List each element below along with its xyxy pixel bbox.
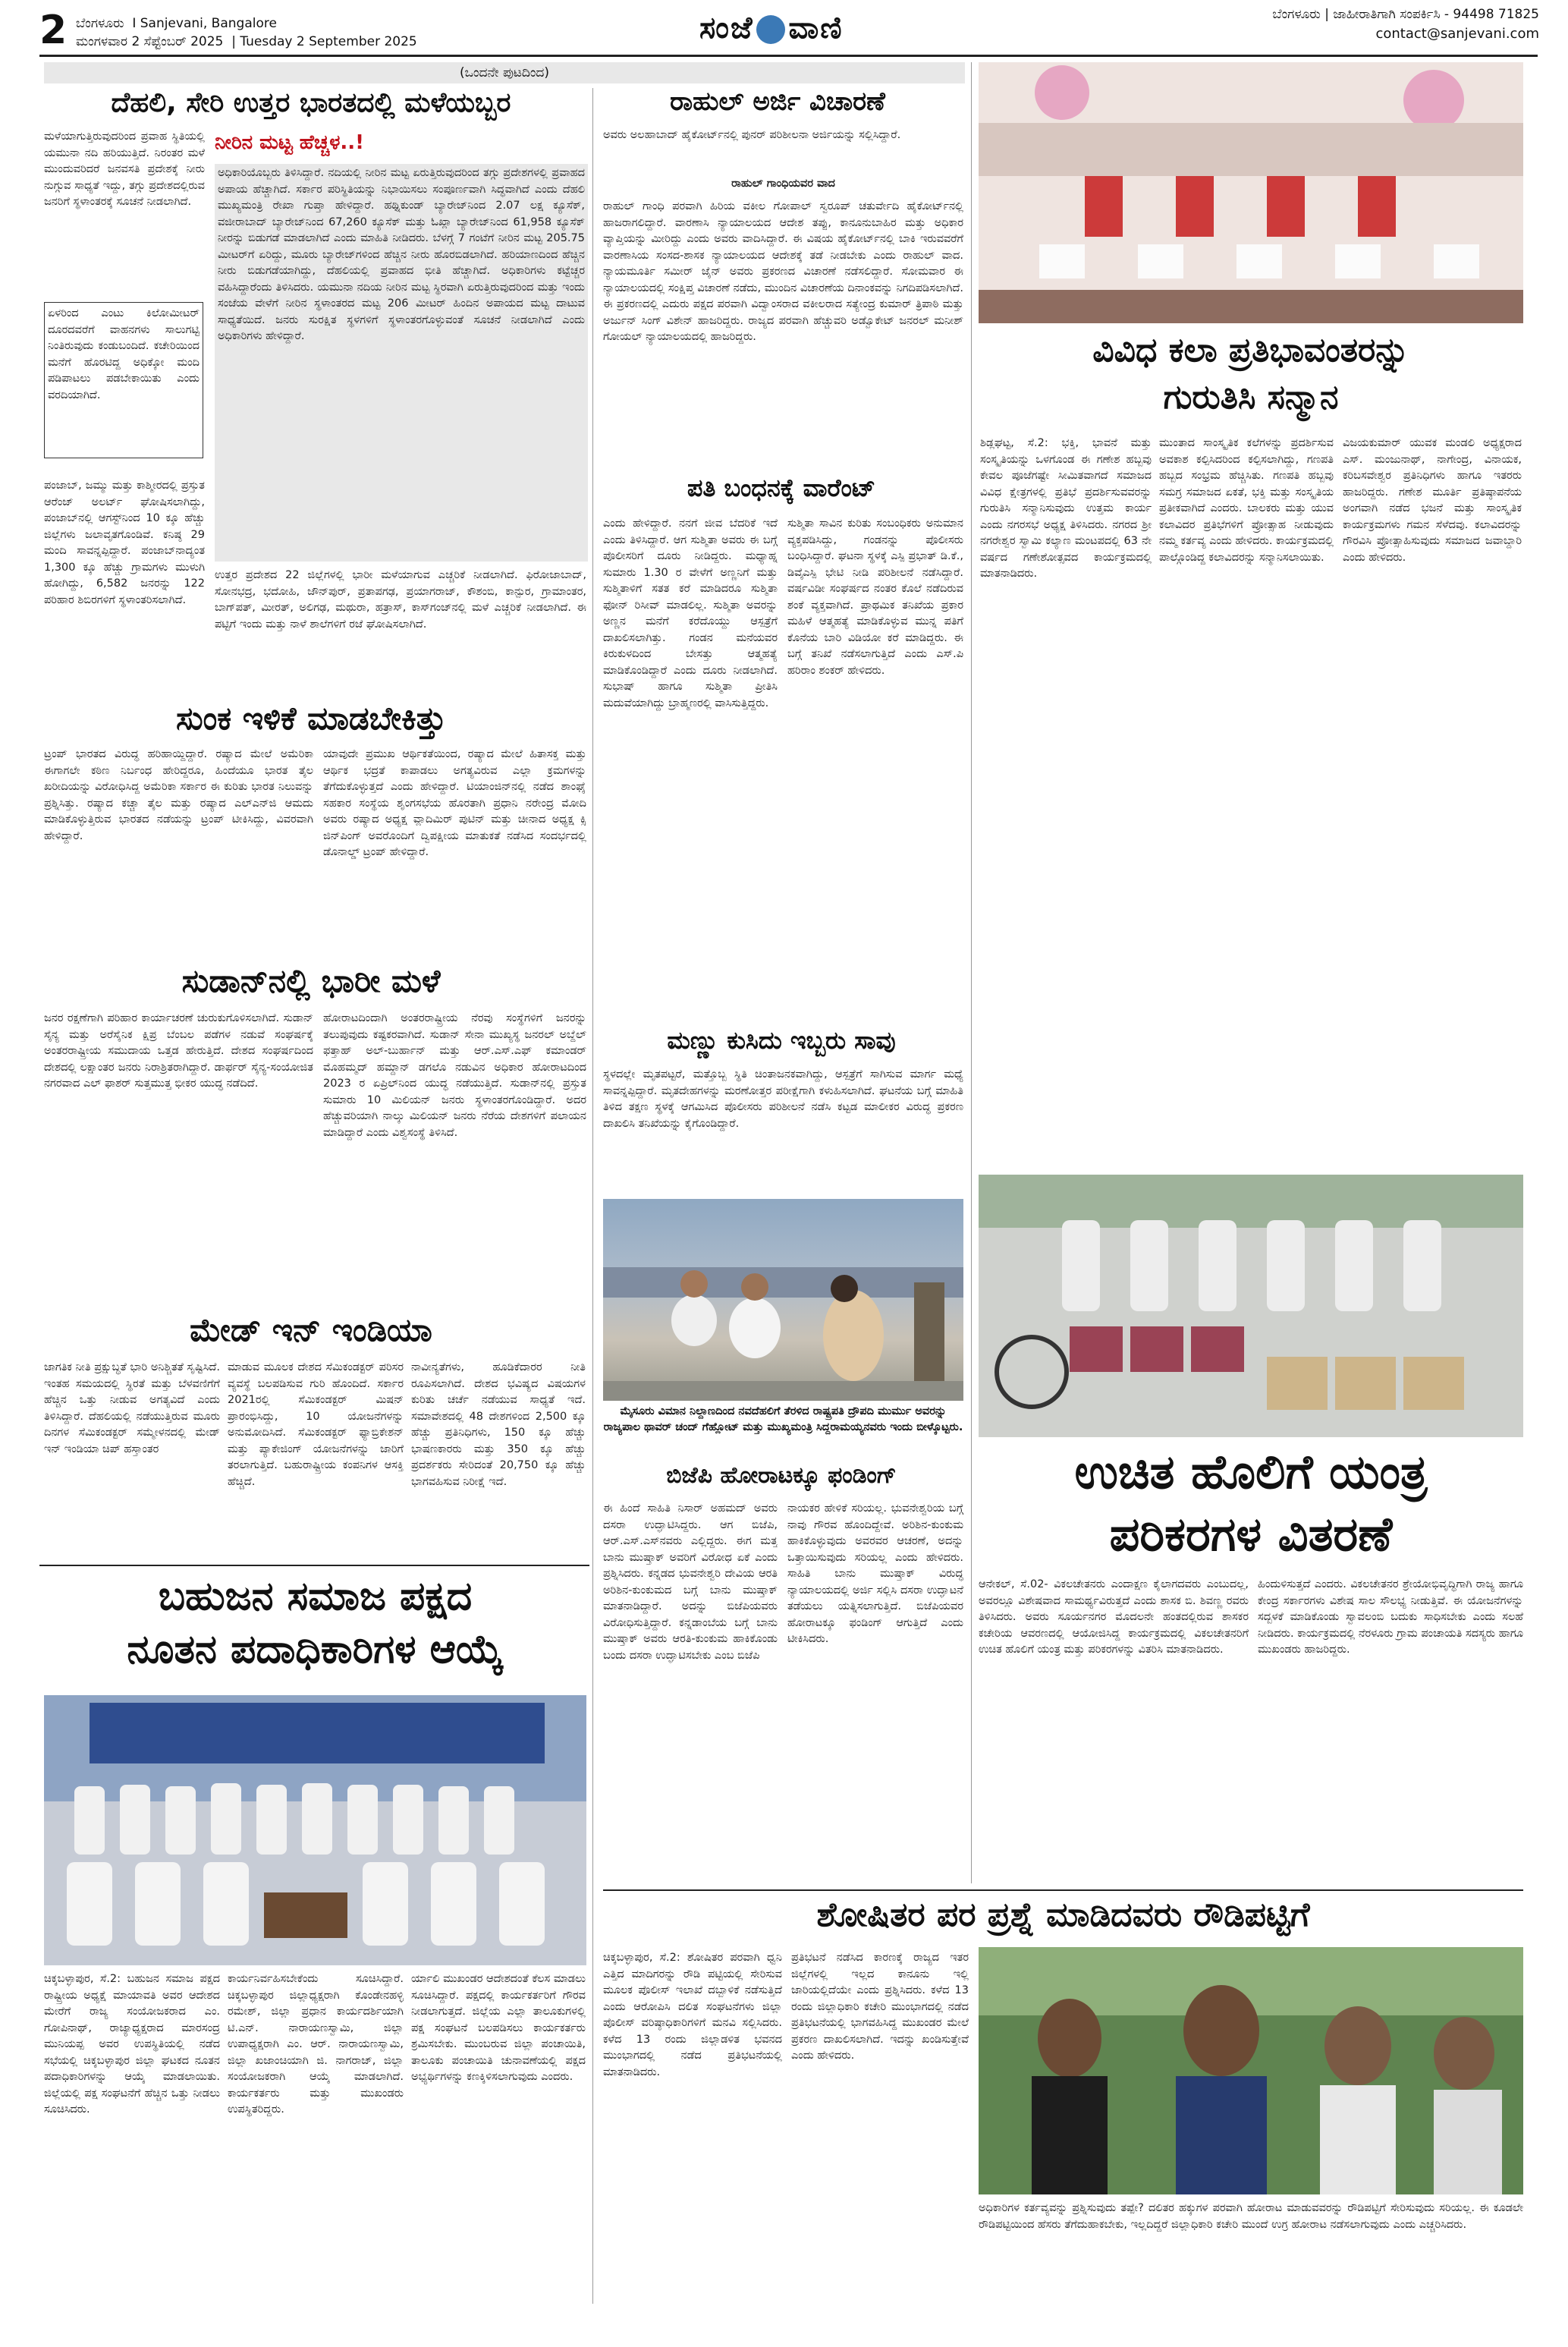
rain-north-col1b: ಪಂಜಾಬ್, ಜಮ್ಮು ಮತ್ತು ಕಾಶ್ಮೀರದಲ್ಲಿ ಪ್ರಸ್ತುತ ಆರೆಂಜ್ ಅಲರ್ಟ್ ಘೋಷಿಸಲಾಗಿದ್ದು, ಪಂಜಾಬ್‌ನಲ್ಲಿ ಆಗಸ್ಟ್‌ನಿಂದ 10 ಕ್ಕೂ ಹೆಚ್ಚು ಜಿಲ್ಲೆಗಳು ಜಲಾವೃತಗೊಂಡಿವೆ. ಕನಿಷ್ಠ 29 ಮಂದಿ ಸಾವನ್ನಪ್ಪಿದ್ದಾರೆ. ಪಂಜಾಬ್‌ನಾದ್ಯಂತ 1,300 ಕ್ಕೂ ಹೆಚ್ಚು ಗ್ರಾಮಗಳು ಮುಳುಗಿ ಹೋಗಿದ್ದು, 6,582 ಜನರನ್ನು 122 ಪರಿಹಾರ ಶಿಬಿರಗಳಿಗೆ ಸ್ಥಳಾಂತರಿಸಲಾಗಿದೆ. — [44, 480, 205, 606]
rain-north-col2: ಅಧಿಕಾರಿಯೊಬ್ಬರು ತಿಳಿಸಿದ್ದಾರೆ. ನದಿಯಲ್ಲಿ ನೀರಿನ ಮಟ್ಟ ಏರುತ್ತಿರುವುದರಿಂದ ತಗ್ಗು ಪ್ರದೇಶಗಳಲ್ಲಿ ಪ್ರವಾಹದ ಅಪಾಯ ಹೆಚ್ಚಾಗಿದೆ. ಸರ್ಕಾರ ಪರಿಸ್ಥಿತಿಯನ್ನು ನಿಭಾಯಿಸಲು ಸಂಪೂರ್ಣವಾಗಿ ಸಿದ್ಧವಾಗಿದೆ ಎಂದು ದೆಹಲಿ ಮುಖ್ಯಮಂತ್ರಿ ರೇಖಾ ಗುಪ್ತಾ ಹೇಳಿದ್ದಾರೆ. ಹಥ್ನಿಕುಂಡ್ ಬ್ಯಾರೇಜ್‌ನಿಂದ 2.07 ಲಕ್ಷ ಕ್ಯೂಸೆಕ್, ವಜೀರಾಬಾದ್ ಬ್ಯಾರೇಜ್‌ನಿಂದ 67,260 ಕ್ಯೂಸೆಕ್ ಮತ್ತು ಓಖ್ಲಾ ಬ್ಯಾರೇಜ್‌ನಿಂದ 61,958 ಕ್ಯೂಸೆಕ್ ನೀರನ್ನು ಬಿಡುಗಡೆ ಮಾಡಲಾಗಿದೆ ಎಂದು ಮಾಹಿತಿ ನೀಡಿದರು. ಬೆಳಗ್ಗೆ 7 ಗಂಟೆಗೆ ನೀರಿನ ಮಟ್ಟ 205.75 ಮೀಟರ್‌ಗೆ ಏರಿದ್ದು, ಮೂರು ಬ್ಯಾರೇಜ್‌ಗಳಿಂದ ಹೆಚ್ಚಿನ ನೀರು ಹೊರಬಿಡಲಾಗಿದೆ. ಹರಿಯಾಣದಿಂದ ಹೆಚ್ಚಿನ ನೀರು ಬಿಡುಗಡೆಯಾಗಿದ್ದು, ದೆಹಲಿಯಲ್ಲಿ ಪ್ರವಾಹದ ಭೀತಿ ಹೆಚ್ಚಾಗಿದೆ. ಅಧಿಕಾರಿಗಳು ಕಟ್ಟೆಚ್ಚರ ವಹಿಸಿದ್ದಾರೆಂದು ತಿಳಿಸಿದರು. ಯಮುನಾ ನದಿಯ ನೀರಿನ ಮಟ್ಟ ಸ್ಥಿರವಾಗಿ ಏರುತ್ತಿರುವುದರಿಂದ ಮತ್ತು ಇಂದು ಸಂಜೆಯ ವೇಳೆಗೆ ನೀರಿನ ಸ್ಥಳಾಂತರದ ಮಟ್ಟ 206 ಮೀಟರ್ ಹಿಂದಿನ ಅಪಾಯದ ಮಟ್ಟ ದಾಟುವ ಸಾಧ್ಯತೆಯಿದೆ. ಜನರು ಸುರಕ್ಷಿತ ಸ್ಥಳಗಳಿಗೆ ಸ್ಥಳಾಂತರಗೊಳ್ಳುವಂತೆ ಸೂಚನೆ ನೀಡಲಾಗಿದೆ ಎಂದು ಅಧಿಕಾರಿಗಳು ಹೇಳಿದ್ದಾರೆ. — [215, 164, 588, 562]
rowdy-protest-illustration — [979, 1947, 1523, 2194]
sudan-col1: ಜನರ ರಕ್ಷಣೆಗಾಗಿ ಪರಿಹಾರ ಕಾರ್ಯಾಚರಣೆ ಚುರುಕುಗೊಳಿಸಲಾಗಿದೆ. ಸುಡಾನ್ ಸೈನ್ಯ ಮತ್ತು ಅರೆಸೈನಿಕ ಕ್ಷಿಪ್ರ ಬೆಂಬಲ ಪಡೆಗಳ ನಡುವೆ ಸಂಘರ್ಷಕ್ಕೆ ಅಂತರರಾಷ್ಟ್ರೀಯ ಸಮುದಾಯ ಒತ್ತಡ ಹೇರುತ್ತಿದೆ. ದೇಶದ ಸಂಘರ್ಷದಿಂದ ದೇಶದಲ್ಲಿ ಲಕ್ಷಾಂತರ ಜನರು ನಿರಾಶ್ರಿತರಾಗಿದ್ದಾರೆ. ಡಾರ್ಫರ್ ಸೈನ್ಯ-ಸಂಯೋಜಿತ ನಗರವಾದ ಎಲ್ ಫಾಶರ್ ಸುತ್ತಮುತ್ತ ಭೀಕರ ಯುದ್ಧ ನಡೆದಿದೆ. — [44, 1012, 313, 1090]
made-in-india-col1: ಜಾಗತಿಕ ನೀತಿ ಪ್ರಕ್ಷುಬ್ಧತೆ ಭಾರಿ ಅನಿಶ್ಚಿತತೆ ಸೃಷ್ಟಿಸಿದೆ. ಇಂತಹ ಸಮಯದಲ್ಲಿ ಸ್ಥಿರತೆ ಮತ್ತು ಬೆಳವಣಿಗೆಗೆ ಹೆಚ್ಚಿನ ಒತ್ತು ನೀಡುವ ಅಗತ್ಯವಿದೆ ಎಂದು ತಿಳಿಸಿದ್ದಾರೆ. ದೆಹಲಿಯಲ್ಲಿ ನಡೆಯುತ್ತಿರುವ ಮೂರು ದಿನಗಳ ಸೆಮಿಕಂಡಕ್ಟರ್ ಸಮ್ಮೇಳನದಲ್ಲಿ ಮೇಡ್ ಇನ್ ಇಂಡಿಯಾ ಚಿಪ್ ಹಸ್ತಾಂತರ — [44, 1361, 220, 1455]
president-airport-illustration — [603, 1199, 963, 1401]
bjp-col2: ನಾಯಕರ ಹೇಳಿಕೆ ಸರಿಯಲ್ಲ. ಭುವನೇಶ್ವರಿಯ ಬಗ್ಗೆ ನಾವು ಗೌರವ ಹೊಂದಿದ್ದೇವೆ. ಅರಿಶಿನ-ಕುಂಕುಮ ಹಾಕಿಕೊಳ್ಳುವುದು ಅವರವರ ಆಚರಣೆ, ಅದನ್ನು ಒತ್ತಾಯಿಸುವುದು ಸರಿಯಲ್ಲ ಎಂದು ಹೇಳಿದರು. ಸಾಹಿತಿ ಬಾನು ಮುಷ್ತಾಕ್ ವಿರುದ್ಧ ನ್ಯಾಯಾಲಯದಲ್ಲಿ ಅರ್ಜಿ ಸಲ್ಲಿಸಿ ದಸರಾ ಉದ್ಘಾಟನೆ ತಡೆಯಲು ಯತ್ನಿಸಲಾಗುತ್ತಿದೆ. ಬಿಜೆಪಿಯವರ ಹೋರಾಟಕ್ಕೂ ಫಂಡಿಂಗ್ ಆಗುತ್ತಿದೆ ಎಂದು ಟೀಕಿಸಿದರು. — [787, 1502, 963, 1645]
rahul-intro: ಅವರು ಅಲಹಾಬಾದ್ ಹೈಕೋರ್ಟ್‌ನಲ್ಲಿ ಪುನರ್ ಪರಿಶೀಲನಾ ಅರ್ಜಿಯನ್ನು ಸಲ್ಲಿಸಿದ್ದಾರೆ. — [603, 129, 901, 141]
headline-honour-line1: ವಿವಿಧ ಕಲಾ ಪ್ರತಿಭಾವಂತರನ್ನು — [1092, 331, 1409, 370]
column-rule-1 — [592, 88, 593, 2304]
bjp-col1: ಈ ಹಿಂದೆ ಸಾಹಿತಿ ನಿಸಾರ್ ಅಹಮದ್ ಅವರು ದಸರಾ ಉದ್ಘಾಟಿಸಿದ್ದರು. ಆಗ ಬಿಜೆಪಿ, ಆರ್.ಎಸ್.ಎಸ್‌ನವರು ಎಲ್ಲಿದ್ದರು. ಈಗ ಮತ್ತ ಬಾನು ಮುಷ್ತಾಕ್ ಅವರಿಗೆ ವಿರೋಧ ಏಕೆ ಎಂದು ಪ್ರಶ್ನಿಸಿದರು. ಕನ್ನಡದ ಭುವನೇಶ್ವರಿ ದೇವಿಯ ಆರತಿ ಅರಿಶಿನ-ಕುಂಕುಮದ ಬಗ್ಗೆ ಬಾನು ಮುಷ್ತಾಕ್ ಮಾತನಾಡಿದ್ದಾರೆ. ಅದನ್ನು ಬಿಜೆಪಿಯವರು ವಿರೋಧಿಸುತ್ತಿದ್ದಾರೆ. ಕನ್ನಡಾಂಬೆಯ ಬಗ್ಗೆ ಬಾನು ಮುಷ್ತಾಕ್ ಅವರು ಆರತಿ-ಕುಂಕುಮ ಹಾಕಿಕೊಂಡು ಬಂದು ದಸರಾ ಉದ್ಘಾಟಿಸಬೇಕು ಎಂಬ ಬಿಜೆಪಿ — [603, 1502, 778, 1662]
column-rule-2 — [971, 62, 972, 1883]
machines-col2: ಹಿಂದುಳಿಸುತ್ತದೆ ಎಂದರು. ವಿಕಲಚೇತನರ ಶ್ರೇಯೋಭಿವೃದ್ಧಿಗಾಗಿ ರಾಜ್ಯ ಹಾಗೂ ಕೇಂದ್ರ ಸರ್ಕಾರಗಳು ವಿಶೇಷ ಸಾಲ ಸೌಲಭ್ಯ ನೀಡುತ್ತಿವೆ. ಈ ಯೋಜನೆಗಳನ್ನು ಸದ್ಬಳಕೆ ಮಾಡಿಕೊಂಡು ಸ್ವಾವಲಂಬಿ ಬದುಕು ಸಾಧಿಸಬೇಕು ಎಂದು ಸಲಹೆ ನೀಡಿದರು. ಕಾರ್ಯಕ್ರಮದಲ್ಲಿ ನೆರಳೂರು ಗ್ರಾಮ ಪಂಚಾಯತಿ ಸದಸ್ಯರು ಹಾಗೂ ಮುಖಂಡರು ಹಾಜರಿದ್ದರು. — [1258, 1578, 1523, 1656]
bsp-col3: ರ್ಯಾಲಿ ಮುಖಂಡರ ಆದೇಶದಂತೆ ಕೆಲಸ ಮಾಡಲು ಸೂಚಿಸಿದ್ದಾರೆ. ಪಕ್ಷದಲ್ಲಿ ಕಾರ್ಯಕರ್ತರಿಗೆ ಗೌರವ ನೀಡಲಾಗುತ್ತದೆ. ಜಿಲ್ಲೆಯ ಎಲ್ಲಾ ತಾಲೂಕುಗಳಲ್ಲಿ ಪಕ್ಷ ಸಂಘಟನೆ ಬಲಪಡಿಸಲು ಕಾರ್ಯಕರ್ತರು ಶ್ರಮಿಸಬೇಕು. ಮುಂಬರುವ ಜಿಲ್ಲಾ ಪಂಚಾಯಿತಿ, ತಾಲೂಕು ಪಂಚಾಯಿತಿ ಚುನಾವಣೆಯಲ್ಲಿ ಪಕ್ಷದ ಅಭ್ಯರ್ಥಿಗಳನ್ನು ಕಣಕ್ಕಿಳಿಸಲಾಗುವುದು ಎಂದರು. — [411, 1973, 586, 2083]
headline-honour-line2: ಗುರುತಿಸಿ ಸನ್ಮಾನ — [1163, 378, 1339, 417]
headline-rowdy: ಶೋಷಿತರ ಪರ ಪ್ರಶ್ನೆ ಮಾಡಿದವರು ರೌಡಿಪಟ್ಟಿಗೆ — [816, 1896, 1310, 1934]
rowdy-rule — [603, 1889, 1523, 1891]
headline-machines-line1: ಉಚಿತ ಹೊಲಿಗೆ ಯಂತ್ರ — [1074, 1444, 1428, 1499]
rahul-body: ರಾಹುಲ್ ಗಾಂಧಿ ಪರವಾಗಿ ಹಿರಿಯ ವಕೀಲ ಗೋಪಾಲ್ ಸ್ವರೂಪ್ ಚತುರ್ವೇದಿ ಹೈಕೋರ್ಟ್‌ನಲ್ಲಿ ಹಾಜರಾಗಲಿದ್ದಾರೆ. ವಾರಣಾಸಿ ನ್ಯಾಯಾಲಯದ ಆದೇಶ ತಪ್ಪು, ಕಾನೂನುಬಾಹಿರ ಮತ್ತು ಅಧಿಕಾರ ವ್ಯಾಪ್ತಿಯನ್ನು ಮೀರಿದ್ದು ಎಂದು ಅವರು ವಾದಿಸಿದ್ದಾರೆ. ಈ ವಿಷಯ ಹೈಕೋರ್ಟ್‌ನಲ್ಲಿ ಬಾಕಿ ಇರುವವರೆಗೆ ವಾರಣಾಸಿಯ ಸಂಸದ-ಶಾಸಕ ನ್ಯಾಯಾಲಯದ ಆದೇಶಕ್ಕೆ ತಡೆ ನೀಡಬೇಕು ಎಂದು ರಾಹುಲ್ ವಾದ. ನ್ಯಾಯಮೂರ್ತಿ ಸಮೀರ್ ಜೈನ್ ಅವರು ಪ್ರಕರಣದ ವಿಚಾರಣೆ ನಡೆಸಲಿದ್ದಾರೆ. ಸೋಮವಾರ ಈ ನ್ಯಾಯಾಲಯದಲ್ಲಿ ಸಂಕ್ಷಿಪ್ತ ವಿಚಾರಣೆ ನಡೆದು, ಮುಂದಿನ ವಿಚಾರಣೆಯ ದಿನಾಂಕವನ್ನು ನಿಗದಿಪಡಿಸಲಾಗಿದೆ. ಈ ಪ್ರಕರಣದಲ್ಲಿ ಎದುರು ಪಕ್ಷದ ಪರವಾಗಿ ವಿದ್ವಾಂಸರಾದ ವಕೀಲರಾದ ಸತ್ಯೇಂದ್ರ ಕುಮಾರ್ ತ್ರಿಪಾಠಿ ಮತ್ತು ಅರ್ಜುನ್ ಸಿಂಗ್ ವಿಶೇನ್ ಹಾಜರಿದ್ದರು. ರಾಜ್ಯದ ಪರವಾಗಿ ಹೆಚ್ಚುವರಿ ಅಡ್ವೊಕೇಟ್ ಜನರಲ್ ಮನೀಶ್ ಗೋಯಲ್ ನ್ಯಾಯಾಲಯದಲ್ಲಿ ಹಾಜರಿದ್ದರು. — [603, 200, 963, 343]
photo-honour-ceremony — [979, 62, 1523, 323]
headline-machines-line2: ಪರಿಕರಗಳ ವಿತರಣೆ — [1109, 1506, 1393, 1562]
rain-north-box: ಏಳರಿಂದ ಎಂಟು ಕಿಲೋಮೀಟರ್ ದೂರದವರೆಗೆ ವಾಹನಗಳು ಸಾಲುಗಟ್ಟಿ ನಿಂತಿರುವುದು ಕಂಡುಬಂದಿದೆ. ಕಚೇರಿಯಿಂದ ಮನೆಗೆ ಹೊರಟಿದ್ದ ಅಧಿಕ್ಕೋ ಮಂದಿ ಪಡಿಪಾಟಲು ಪಡಬೇಕಾಯಿತು ಎಂದು ವರದಿಯಾಗಿದೆ. — [44, 302, 203, 458]
rain-north-subhead: ನೀರಿನ ಮಟ್ಟ ಹೆಚ್ಚಳ..! — [215, 131, 364, 154]
photo-rowdy-protest — [979, 1947, 1523, 2194]
rain-north-col2b: ಉತ್ತರ ಪ್ರದೇಶದ 22 ಜಿಲ್ಲೆಗಳಲ್ಲಿ ಭಾರೀ ಮಳೆಯಾಗುವ ಎಚ್ಚರಿಕೆ ನೀಡಲಾಗಿದೆ. ಫಿರೋಜಾಬಾದ್, ಸೋನಭದ್ರ, ಭದೋಹಿ, ಜೌನ್‌ಪುರ್, ಪ್ರತಾಪಗಢ, ಪ್ರಯಾಗರಾಜ್, ಕೌಶಂಬಿ, ಕಾನ್ಪುರ, ಗ್ರಾಮಾಂತರ, ಬಾಗ್‌ಪತ್, ಮೀರತ್, ಅಲಿಗಢ, ಮಥುರಾ, ಹತ್ರಾಸ್, ಕಾಸ್‌ಗಂಜ್‌ನಲ್ಲಿ ಮಳೆ ಎಚ್ಚರಿಕೆ ನೀಡಲಾಗಿದೆ. ಈ ಪಟ್ಟಿಗೆ ಇಂದು ಮತ್ತು ನಾಳೆ ಶಾಲೆಗಳಿಗೆ ರಜೆ ಘೋಷಿಸಲಾಗಿದೆ. — [215, 569, 586, 631]
header-city-edition: ಬೆಂಗಳೂರು I Sanjevani, Bangalore — [76, 16, 277, 31]
continued-label: (ಒಂದನೇ ಪುಟದಿಂದ) — [44, 62, 965, 83]
headline-bsp-line1: ಬಹುಜನ ಸಮಾಜ ಪಕ್ಷದ — [158, 1574, 473, 1619]
headline-rain-north: ದೆಹಲಿ, ಸೇರಿ ಉತ್ತರ ಭಾರತದಲ್ಲಿ ಮಳೆಯಬ್ಬರ — [111, 87, 511, 118]
bsp-col2: ಕಾರ್ಯನಿರ್ವಹಿಸಬೇಕೆಂದು ಸೂಚಿಸಿದ್ದಾರೆ. ಚಿಕ್ಕಬಳ್ಳಾಪುರ ಜಿಲ್ಲಾಧ್ಯಕ್ಷರಾಗಿ ಕೊಂಡೇನಹಳ್ಳಿ ರಮೇಶ್, ಜಿಲ್ಲಾ ಪ್ರಧಾನ ಕಾರ್ಯದರ್ಶಿಯಾಗಿ ಟಿ.ಎನ್. ನಾರಾಯಣಸ್ವಾಮಿ, ಜಿಲ್ಲಾ ಉಪಾಧ್ಯಕ್ಷರಾಗಿ ಎಂ. ಆರ್. ನಾರಾಯಣಸ್ವಾಮಿ, ಜಿಲ್ಲಾ ಖಜಾಂಚಿಯಾಗಿ ಜಿ. ನಾಗರಾಜ್, ಜಿಲ್ಲಾ ಸಂಯೋಜಕರಾಗಿ ಆಯ್ಕೆ ಮಾಡಲಾಗಿದೆ. ಕಾರ್ಯಕರ್ತರು ಮತ್ತು ಮುಖಂಡರು ಉಪಸ್ಥಿತರಿದ್ದರು. — [228, 1973, 404, 2116]
masthead-logo: ಸಂಜೆ ವಾಣಿ — [699, 11, 844, 46]
headline-bjp: ಬಿಜೆಪಿ ಹೋರಾಟಕ್ಕೂ ಫಂಡಿಂಗ್ — [666, 1462, 897, 1489]
honour-col1: ಶಿಡ್ಲಘಟ್ಟ, ಸೆ.2: ಭಕ್ತಿ, ಭಾವನೆ ಮತ್ತು ಸಂಸ್ಕೃತಿಯನ್ನು ಒಳಗೊಂಡ ಈ ಗಣೇಶ ಹಬ್ಬವು ಕೇವಲ ಪೂಜೆಗಷ್ಟೇ ಸೀಮಿತವಾಗದೆ ಸಮಾಜದ ವಿವಿಧ ಕ್ಷೇತ್ರಗಳಲ್ಲಿ ಪ್ರತಿಭೆ ಪ್ರದರ್ಶಿಸುವವರನ್ನು ಗುರುತಿಸಿ ಸನ್ಮಾನಿಸುವುದು ಉತ್ತಮ ಕಾರ್ಯ ಎಂದು ನಗರಸಭೆ ಅಧ್ಯಕ್ಷ ತಿಳಿಸಿದರು. ನಗರದ ಶ್ರೀ ನಗರೇಶ್ವರ ಸ್ವಾಮಿ ಕಲ್ಯಾಣ ಮಂಟಪದಲ್ಲಿ 63 ನೇ ವರ್ಷದ ಗಣೇಶೋತ್ಸವದ ಕಾರ್ಯಕ್ರಮದಲ್ಲಿ ಮಾತನಾಡಿದರು. — [980, 437, 1152, 580]
landslide-body: ಸ್ಥಳದಲ್ಲೇ ಮೃತಪಟ್ಟರೆ, ಮತ್ತೊಬ್ಬ ಸ್ಥಿತಿ ಚಿಂತಾಜನಕವಾಗಿದ್ದು, ಆಸ್ಪತ್ರೆಗೆ ಸಾಗಿಸುವ ಮಾರ್ಗ ಮಧ್ಯೆ ಸಾವನ್ನಪ್ಪಿದ್ದಾರೆ. ಮೃತದೇಹಗಳನ್ನು ಮರಣೋತ್ತರ ಪರೀಕ್ಷೆಗಾಗಿ ಕಳುಹಿಸಲಾಗಿದೆ. ಘಟನೆಯ ಬಗ್ಗೆ ಮಾಹಿತಿ ತಿಳಿದ ತಕ್ಷಣ ಸ್ಥಳಕ್ಕೆ ಆಗಮಿಸಿದ ಪೊಲೀಸರು ಪರಿಶೀಲನೆ ನಡೆಸಿ ಕಟ್ಟಡ ಮಾಲೀಕರ ವಿರುದ್ಧ ಪ್ರಕರಣ ದಾಖಲಿಸಿ ತನಿಖೆಯನ್ನು ಕೈಗೊಂಡಿದ್ದಾರೆ. — [603, 1068, 963, 1130]
globe-icon — [756, 15, 785, 44]
headline-warrant: ಪತಿ ಬಂಧನಕ್ಕೆ ವಾರೆಂಟ್ — [687, 473, 876, 502]
rahul-subhead: ರಾಹುಲ್ ಗಾಂಧಿಯವರ ವಾದ — [731, 178, 835, 190]
warrant-col1: ಎಂದು ಹೇಳಿದ್ದಾರೆ. ನನಗೆ ಜೀವ ಬೆದರಿಕೆ ಇದೆ ಎಂದು ತಿಳಿಸಿದ್ದಾರೆ. ಆಗ ಸುಶ್ಮಿತಾ ಅವರು ಈ ಬಗ್ಗೆ ಪೊಲೀಸರಿಗೆ ದೂರು ನೀಡಿದ್ದರು. ಮಧ್ಯಾಹ್ನ ಸುಮಾರು 1.30 ರ ವೇಳೆಗೆ ಅಣ್ಣನಿಗೆ ಮತ್ತು ಸುಶ್ಮಿತಾಳಿಗೆ ಸತತ ಕರೆ ಮಾಡಿದರೂ ಸುಶ್ಮಿತಾ ಫೋನ್ ರಿಸೀವ್ ಮಾಡಲಿಲ್ಲ. ಸುಶ್ಮಿತಾ ಅವರನ್ನು ಅಣ್ಣನ ಮನೆಗೆ ಕರೆದೊಯ್ದು ಆಸ್ಪತ್ರೆಗೆ ದಾಖಲಿಸಲಾಗಿತ್ತು. ಗಂಡನ ಮನೆಯವರ ಕಿರುಕುಳದಿಂದ ಬೇಸತ್ತು ಆತ್ಮಹತ್ಯೆ ಮಾಡಿಕೊಂಡಿದ್ದಾರೆ ಎಂದು ದೂರು ನೀಡಲಾಗಿದೆ. ಸುಭಾಷ್ ಹಾಗೂ ಸುಶ್ಮಿತಾ ಪ್ರೀತಿಸಿ ಮದುವೆಯಾಗಿದ್ದು ಬ್ರಾಹ್ಮಣರಲ್ಲಿ ವಾಸಿಸುತ್ತಿದ್ದರು. — [603, 518, 778, 709]
rowdy-col2: ಪ್ರತಿಭಟನೆ ನಡೆಸಿದ ಕಾರಣಕ್ಕೆ ರಾಜ್ಯದ ಇತರ ಜಿಲ್ಲೆಗಳಲ್ಲಿ ಇಲ್ಲದ ಕಾನೂನು ಇಲ್ಲಿ ಜಾರಿಯಲ್ಲಿದೆಯೇ ಎಂದು ಪ್ರಶ್ನಿಸಿದರು. ಕಳೆದ 13 ರಂದು ಜಿಲ್ಲಾಧಿಕಾರಿ ಕಚೇರಿ ಮುಂಭಾಗದಲ್ಲಿ ನಡೆದ ಪ್ರತಿಭಟನೆಯಲ್ಲಿ ಭಾಗವಹಿಸಿದ್ದ ಮುಖಂಡರ ಮೇಲೆ ಪ್ರಕರಣ ದಾಖಲಿಸಲಾಗಿದೆ. ಇದನ್ನು ಖಂಡಿಸುತ್ತೇವೆ ಎಂದು ಹೇಳಿದರು. — [791, 1952, 969, 2062]
header-rule — [39, 55, 1538, 57]
header-email[interactable]: contact@sanjevani.com — [1375, 26, 1539, 42]
caption-president: ಮೈಸೂರು ವಿಮಾನ ನಿಲ್ದಾಣದಿಂದ ನವದೆಹಲಿಗೆ ತೆರಳಿದ ರಾಷ್ಟ್ರಪತಿ ದ್ರೌಪದಿ ಮುರ್ಮು ಅವರನ್ನು ರಾಜ್ಯಪಾಲ ಥಾವರ್ ಚಂದ್ ಗೆಹ್ಲೋಟ್ ಮತ್ತು ಮುಖ್ಯಮಂತ್ರಿ ಸಿದ್ದರಾಮಯ್ಯನವರು ಇಂದು ಬೀಳ್ಕೊಟ್ಟರು. — [603, 1405, 963, 1433]
made-in-india-col2: ಮಾಡುವ ಮೂಲಕ ದೇಶದ ಸೆಮಿಕಂಡಕ್ಟರ್ ಪರಿಸರ ವ್ಯವಸ್ಥೆ ಬಲಪಡಿಸುವ ಗುರಿ ಹೊಂದಿದೆ. ಸರ್ಕಾರ 2021ರಲ್ಲಿ ಸೆಮಿಕಂಡಕ್ಟರ್ ಮಿಷನ್ ಪ್ರಾರಂಭಿಸಿದ್ದು, 10 ಯೋಜನೆಗಳನ್ನು ಅನುಮೋದಿಸಿದೆ. ಸೆಮಿಕಂಡಕ್ಟರ್ ಫ್ಯಾಬ್ರಿಕೇಶನ್ ಮತ್ತು ಪ್ಯಾಕೇಜಿಂಗ್ ಯೋಜನೆಗಳನ್ನು ಜಾರಿಗೆ ತರಲಾಗುತ್ತಿದೆ. ಬಹುರಾಷ್ಟ್ರೀಯ ಕಂಪನಿಗಳ ಆಸಕ್ತಿ ಹೆಚ್ಚಿದೆ. — [228, 1361, 404, 1488]
photo-sewing-machines — [979, 1175, 1523, 1437]
page-number: 2 — [39, 8, 68, 53]
made-in-india-col3: ನಾವೀನ್ಯತೆಗಳು, ಹೂಡಿಕೆದಾರರ ನೀತಿ ರೂಪಿಸಲಾಗಿದೆ. ದೇಶದ ಭವಿಷ್ಯದ ವಿಷಯಗಳ ಕುರಿತು ಚರ್ಚೆ ನಡೆಯುವ ಸಾಧ್ಯತೆ ಇದೆ. ಸಮಾವೇಶದಲ್ಲಿ 48 ದೇಶಗಳಿಂದ 2,500 ಕ್ಕೂ ಹೆಚ್ಚು ಪ್ರತಿನಿಧಿಗಳು, 150 ಕ್ಕೂ ಹೆಚ್ಚು ಭಾಷಣಕಾರರು ಮತ್ತು 350 ಕ್ಕೂ ಹೆಚ್ಚು ಪ್ರದರ್ಶಕರು ಸೇರಿದಂತೆ 20,750 ಕ್ಕೂ ಹೆಚ್ಚು ಭಾಗವಹಿಸುವ ನಿರೀಕ್ಷೆ ಇದೆ. — [411, 1361, 586, 1488]
headline-sudan: ಸುಡಾನ್‌ನಲ್ಲಿ ಭಾರೀ ಮಳೆ — [181, 962, 441, 999]
headline-tariff: ಸುಂಕ ಇಳಿಕೆ ಮಾಡಬೇಕಿತ್ತು — [175, 700, 446, 737]
header-ad-contact: ಬೆಂಗಳೂರು | ಜಾಹೀರಾತಿಗಾಗಿ ಸಂಪರ್ಕಿಸಿ - 94498 71825 — [1272, 7, 1539, 22]
rowdy-col3: ಅಧಿಕಾರಿಗಳ ಕರ್ತವ್ಯವನ್ನು ಪ್ರಶ್ನಿಸುವುದು ತಪ್ಪೇ? ದಲಿತರ ಹಕ್ಕುಗಳ ಪರವಾಗಿ ಹೋರಾಟ ಮಾಡುವವರನ್ನು ರೌಡಿಪಟ್ಟಿಗೆ ಸೇರಿಸುವುದು ಸರಿಯಲ್ಲ. ಈ ಕೂಡಲೇ ರೌಡಿಪಟ್ಟಿಯಿಂದ ಹೆಸರು ತೆಗೆದುಹಾಕಬೇಕು, ಇಲ್ಲದಿದ್ದರೆ ಜಿಲ್ಲಾಧಿಕಾರಿ ಕಚೇರಿ ಮುಂದೆ ಉಗ್ರ ಹೋರಾಟ ನಡೆಸಲಾಗುವುದು ಎಂದು ಎಚ್ಚರಿಸಿದರು. — [979, 2202, 1523, 2231]
sudan-col2: ಹೋರಾಟದಿಂದಾಗಿ ಅಂತರರಾಷ್ಟ್ರೀಯ ನೆರವು ಸಂಸ್ಥೆಗಳಿಗೆ ಜನರನ್ನು ತಲುಪುವುದು ಕಷ್ಟಕರವಾಗಿದೆ. ಸುಡಾನ್ ಸೇನಾ ಮುಖ್ಯಸ್ಥ ಜನರಲ್ ಅಬ್ದೆಲ್ ಫತ್ತಾಹ್ ಅಲ್-ಬುರ್ಹಾನ್ ಮತ್ತು ಆರ್.ಎಸ್.ಎಫ್ ಕಮಾಂಡರ್ ಮೊಹಮ್ಮದ್ ಹಮ್ದಾನ್ ಡಗಲೊ ನಡುವಿನ ಅಧಿಕಾರ ಹೋರಾಟದಿಂದ 2023 ರ ಏಪ್ರಿಲ್‌ನಿಂದ ಯುದ್ಧ ನಡೆಯುತ್ತಿದೆ. ಸುಡಾನ್‌ನಲ್ಲಿ ಪ್ರಸ್ತುತ ಸುಮಾರು 10 ಮಿಲಿಯನ್ ಜನರು ಸ್ಥಳಾಂತರಗೊಂಡಿದ್ದಾರೆ. ಅದರ ಹೆಚ್ಚುವರಿಯಾಗಿ ನಾಲ್ಕು ಮಿಲಿಯನ್ ಜನರು ನೆರೆಯ ದೇಶಗಳಿಗೆ ಪಲಾಯನ ಮಾಡಿದ್ದಾರೆ ಎಂದು ವಿಶ್ವಸಂಸ್ಥೆ ತಿಳಿಸಿದೆ. — [323, 1012, 586, 1139]
headline-landslide: ಮಣ್ಣು ಕುಸಿದು ಇಬ್ಬರು ಸಾವು — [667, 1026, 896, 1055]
photo-bsp-meeting — [44, 1695, 586, 1965]
warrant-col2: ಸುಶ್ಮಿತಾ ಸಾವಿನ ಕುರಿತು ಸಂಬಂಧಿಕರು ಅನುಮಾನ ವ್ಯಕ್ತಪಡಿಸಿದ್ದು, ಗಂಡನನ್ನು ಪೊಲೀಸರು ಬಂಧಿಸಿದ್ದಾರೆ. ಘಟನಾ ಸ್ಥಳಕ್ಕೆ ಎಸ್ಪಿ ಪ್ರಭಾತ್ ಡಿ.ಕೆ., ಡಿವೈಎಸ್ಪಿ ಭೇಟಿ ನೀಡಿ ಪರಿಶೀಲನೆ ನಡೆಸಿದ್ದಾರೆ. ವರ್ಷವಿಡೀ ಸಂಘರ್ಷದ ನಂತರ ಕೊಲೆ ನಡೆದಿರುವ ಶಂಕೆ ವ್ಯಕ್ತವಾಗಿದೆ. ಪ್ರಾಥಮಿಕ ತನಿಖೆಯ ಪ್ರಕಾರ ಮಹಿಳೆ ಆತ್ಮಹತ್ಯೆ ಮಾಡಿಕೊಳ್ಳುವ ಮುನ್ನ ಪತಿಗೆ ಕೊನೆಯ ಬಾರಿ ವಿಡಿಯೋ ಕರೆ ಮಾಡಿದ್ದರು. ಈ ಬಗ್ಗೆ ತನಿಖೆ ನಡೆಸಲಾಗುತ್ತಿದೆ ಎಂದು ಎಸ್.ಪಿ ಹರಿರಾಂ ಶಂಕರ್ ಹೇಳಿದರು. — [787, 518, 963, 677]
headline-made-in-india: ಮೇಡ್ ಇನ್ ಇಂಡಿಯಾ — [190, 1311, 432, 1348]
sewing-machines-illustration — [979, 1175, 1523, 1437]
bsp-meeting-illustration — [44, 1695, 586, 1965]
honour-col3: ವಿಜಯಕುಮಾರ್ ಯುವಕ ಮಂಡಲಿ ಅಧ್ಯಕ್ಷರಾದ ಎಸ್. ಮಂಜುನಾಥ್, ನಾಗೇಂದ್ರ, ವಿನಾಯಕ, ಕರಿಬಸವೇಶ್ವರ ಪ್ರತಿನಿಧಿಗಳು ಹಾಗೂ ಇತರರು ಹಾಜರಿದ್ದರು. ಗಣೇಶ ಮೂರ್ತಿ ಪ್ರತಿಷ್ಠಾಪನೆಯ ಅಂಗವಾಗಿ ನಡೆದ ಭಜನೆ ಮತ್ತು ಸಾಂಸ್ಕೃತಿಕ ಕಾರ್ಯಕ್ರಮಗಳು ಗಮನ ಸೆಳೆದವು. ಕಲಾವಿದರನ್ನು ಗೌರವಿಸಿ ಪ್ರೋತ್ಸಾಹಿಸುವುದು ಸಮಾಜದ ಜವಾಬ್ದಾರಿ ಎಂದು ಹೇಳಿದರು. — [1343, 437, 1522, 564]
honour-ceremony-illustration — [979, 62, 1523, 323]
machines-col1: ಆನೇಕಲ್, ಸೆ.02- ವಿಕಲಚೇತನರು ಎಂದಾಕ್ಷಣ ಕೈಲಾಗದವರು ಎಂಬುದಲ್ಲ, ಅವರಲ್ಲೂ ವಿಶೇಷವಾದ ಸಾಮರ್ಥ್ಯವಿರುತ್ತದೆ ಎಂದು ಶಾಸಕ ಬಿ. ಶಿವಣ್ಣ ರವರು ತಿಳಿಸಿದರು. ಅವರು ಸೂರ್ಯನಗರ ಮೊದಲನೇ ಹಂತದಲ್ಲಿರುವ ಶಾಸಕರ ಕಚೇರಿಯ ಆವರಣದಲ್ಲಿ ಆಯೋಜಿಸಿದ್ದ ಕಾರ್ಯಕ್ರಮದಲ್ಲಿ ವಿಕಲಚೇತನರಿಗೆ ಉಚಿತ ಹೊಲಿಗೆ ಯಂತ್ರ ಮತ್ತು ಪರಿಕರಗಳನ್ನು ವಿತರಿಸಿ ಮಾತನಾಡಿದರು. — [979, 1578, 1249, 1656]
rowdy-col1: ಚಿಕ್ಕಬಳ್ಳಾಪುರ, ಸೆ.2: ಶೋಷಿತರ ಪರವಾಗಿ ಧ್ವನಿ ಎತ್ತಿದ ಮಾದಿಗರನ್ನು ರೌಡಿ ಪಟ್ಟಿಯಲ್ಲಿ ಸೇರಿಸುವ ಮೂಲಕ ಪೊಲೀಸ್ ಇಲಾಖೆ ದಬ್ಬಾಳಿಕೆ ನಡೆಸುತ್ತಿದೆ ಎಂದು ಆರೋಪಿಸಿ ದಲಿತ ಸಂಘಟನೆಗಳು ಜಿಲ್ಲಾ ಪೊಲೀಸ್ ವರಿಷ್ಠಾಧಿಕಾರಿಗಳಿಗೆ ಮನವಿ ಸಲ್ಲಿಸಿದರು. ಕಳೆದ 13 ರಂದು ಜಿಲ್ಲಾಡಳಿತ ಭವನದ ಮುಂಭಾಗದಲ್ಲಿ ನಡೆದ ಪ್ರತಿಭಟನೆಯಲ್ಲಿ ಮಾತನಾಡಿದರು. — [603, 1952, 782, 2078]
bsp-rule — [39, 1565, 589, 1566]
photo-president-airport — [603, 1199, 963, 1401]
header-date: ಮಂಗಳವಾರ 2 ಸೆಪ್ಟೆಂಬರ್ 2025 | Tuesday 2 September 2025 — [76, 34, 417, 49]
tariff-col1: ಟ್ರಂಪ್ ಭಾರತದ ವಿರುದ್ಧ ಹರಿಹಾಯ್ದಿದ್ದಾರೆ. ರಷ್ಯಾದ ಮೇಲೆ ಅಮೆರಿಕಾ ಈಗಾಗಲೇ ಕಠಿಣ ನಿರ್ಬಂಧ ಹೇರಿದ್ದರೂ, ಹಿಂದೆಯೂ ಭಾರತ ತೈಲ ಖರೀದಿಯನ್ನು ವಿರೋಧಿಸಿದ್ದ ಅಮೆರಿಕಾ ಸರ್ಕಾರ ಈ ಕುರಿತು ಭಾರತ ನಿಲುವನ್ನು ಪ್ರಶ್ನಿಸಿತ್ತು. ರಷ್ಯಾದ ಕಚ್ಚಾ ತೈಲ ಮತ್ತು ರಷ್ಯಾದ ಎಲ್‌ಎನ್‌ಜಿ ಆಮದು ಮಾಡಿಕೊಳ್ಳುತ್ತಿರುವ ಭಾರತದ ನಡೆಯನ್ನು ಟ್ರಂಪ್ ಟೀಕಿಸಿದ್ದು, ವಿವರವಾಗಿ ಹೇಳಿದ್ದಾರೆ. — [44, 748, 313, 842]
tariff-col2: ಯಾವುದೇ ಪ್ರಮುಖ ಆರ್ಥಿಕತೆಯಿಂದ, ರಷ್ಯಾದ ಮೇಲೆ ಹಿತಾಸಕ್ತ ಮತ್ತು ಆರ್ಥಿಕ ಭದ್ರತೆ ಕಾಪಾಡಲು ಅಗತ್ಯವಿರುವ ಎಲ್ಲಾ ಕ್ರಮಗಳನ್ನು ತೆಗೆದುಕೊಳ್ಳುತ್ತದೆ ಎಂದು ಹೇಳಿದ್ದಾರೆ. ಟಿಯಾಂಜಿನ್‌ನಲ್ಲಿ ನಡೆದ ಶಾಂಘೈ ಸಹಕಾರ ಸಂಸ್ಥೆಯ ಶೃಂಗಸಭೆಯ ಹೊರತಾಗಿ ಪ್ರಧಾನಿ ನರೇಂದ್ರ ಮೋದಿ ಅವರು ರಷ್ಯಾದ ಅಧ್ಯಕ್ಷ ವ್ಲಾದಿಮಿರ್ ಪುಟಿನ್ ಮತ್ತು ಚೀನಾದ ಅಧ್ಯಕ್ಷ ಕ್ಸಿ ಜಿನ್‌ಪಿಂಗ್ ಅವರೊಂದಿಗೆ ದ್ವಿಪಕ್ಷೀಯ ಮಾತುಕತೆ ನಡೆಸಿದ ಸಂದರ್ಭದಲ್ಲಿ ಡೊನಾಲ್ಡ್ ಟ್ರಂಪ್ ಹೇಳಿದ್ದಾರೆ. — [323, 748, 586, 858]
headline-rahul: ರಾಹುಲ್ ಅರ್ಜಿ ವಿಚಾರಣೆ — [670, 87, 885, 117]
honour-col2: ಮುಂತಾದ ಸಾಂಸ್ಕೃತಿಕ ಕಲೆಗಳನ್ನು ಪ್ರದರ್ಶಿಸುವ ಅವಕಾಶ ಕಲ್ಪಿಸಿದರಿಂದ ಕಲ್ಪಿಸಲಾಗಿದ್ದು, ಗಣಪತಿ ಹಬ್ಬದ ಸಂಭ್ರಮ ಹೆಚ್ಚಿಸಿತು. ಗಣಪತಿ ಹಬ್ಬವು ಸಮಗ್ರ ಸಮಾಜದ ಏಕತೆ, ಭಕ್ತಿ ಮತ್ತು ಸಂಸ್ಕೃತಿಯ ಪ್ರತೀಕವಾಗಿದೆ ಎಂದರು. ಬಾಲಕರು ಮತ್ತು ಯುವ ಕಲಾವಿದರ ಪ್ರತಿಭೆಗಳಿಗೆ ಪ್ರೋತ್ಸಾಹ ನೀಡುವುದು ನಮ್ಮ ಕರ್ತವ್ಯ ಎಂದು ಹೇಳಿದರು. ಕಾರ್ಯಕ್ರಮದಲ್ಲಿ ಪಾಲ್ಗೊಂಡಿದ್ದ ಕಲಾವಿದರನ್ನು ಸನ್ಮಾನಿಸಲಾಯಿತು. — [1159, 437, 1334, 564]
headline-bsp-line2: ನೂತನ ಪದಾಧಿಕಾರಿಗಳ ಆಯ್ಕೆ — [127, 1627, 504, 1672]
bsp-col1: ಚಿಕ್ಕಬಳ್ಳಾಪುರ, ಸೆ.2: ಬಹುಜನ ಸಮಾಜ ಪಕ್ಷದ ರಾಷ್ಟ್ರೀಯ ಅಧ್ಯಕ್ಷೆ ಮಾಯಾವತಿ ಅವರ ಆದೇಶದ ಮೇರೆಗೆ ರಾಜ್ಯ ಸಂಯೋಜಕರಾದ ಎಂ. ಗೋಪಿನಾಥ್, ರಾಜ್ಯಾಧ್ಯಕ್ಷರಾದ ಮಾರಸಂದ್ರ ಮುನಿಯಪ್ಪ ಅವರ ಉಪಸ್ಥಿತಿಯಲ್ಲಿ ನಡೆದ ಸಭೆಯಲ್ಲಿ ಚಿಕ್ಕಬಳ್ಳಾಪುರ ಜಿಲ್ಲಾ ಘಟಕದ ನೂತನ ಪದಾಧಿಕಾರಿಗಳನ್ನು ಆಯ್ಕೆ ಮಾಡಲಾಯಿತು. ಜಿಲ್ಲೆಯಲ್ಲಿ ಪಕ್ಷ ಸಂಘಟನೆಗೆ ಹೆಚ್ಚಿನ ಒತ್ತು ನೀಡಲು ಸೂಚಿಸಿದರು. — [44, 1973, 220, 2116]
rain-north-col1: ಮಳೆಯಾಗುತ್ತಿರುವುದರಿಂದ ಪ್ರವಾಹ ಸ್ಥಿತಿಯಲ್ಲಿ ಯಮುನಾ ನದಿ ಹರಿಯುತ್ತಿದೆ. ನಿರಂತರ ಮಳೆ ಮುಂದುವರಿದರೆ ಜನವಸತಿ ಪ್ರದೇಶಕ್ಕೆ ನೀರು ನುಗ್ಗುವ ಸಾಧ್ಯತೆ ಇದ್ದು, ತಗ್ಗು ಪ್ರದೇಶದಲ್ಲಿರುವ ಜನರಿಗೆ ಸ್ಥಳಾಂತರಕ್ಕೆ ಸೂಚನೆ ನೀಡಲಾಗಿದೆ. — [44, 131, 205, 208]
